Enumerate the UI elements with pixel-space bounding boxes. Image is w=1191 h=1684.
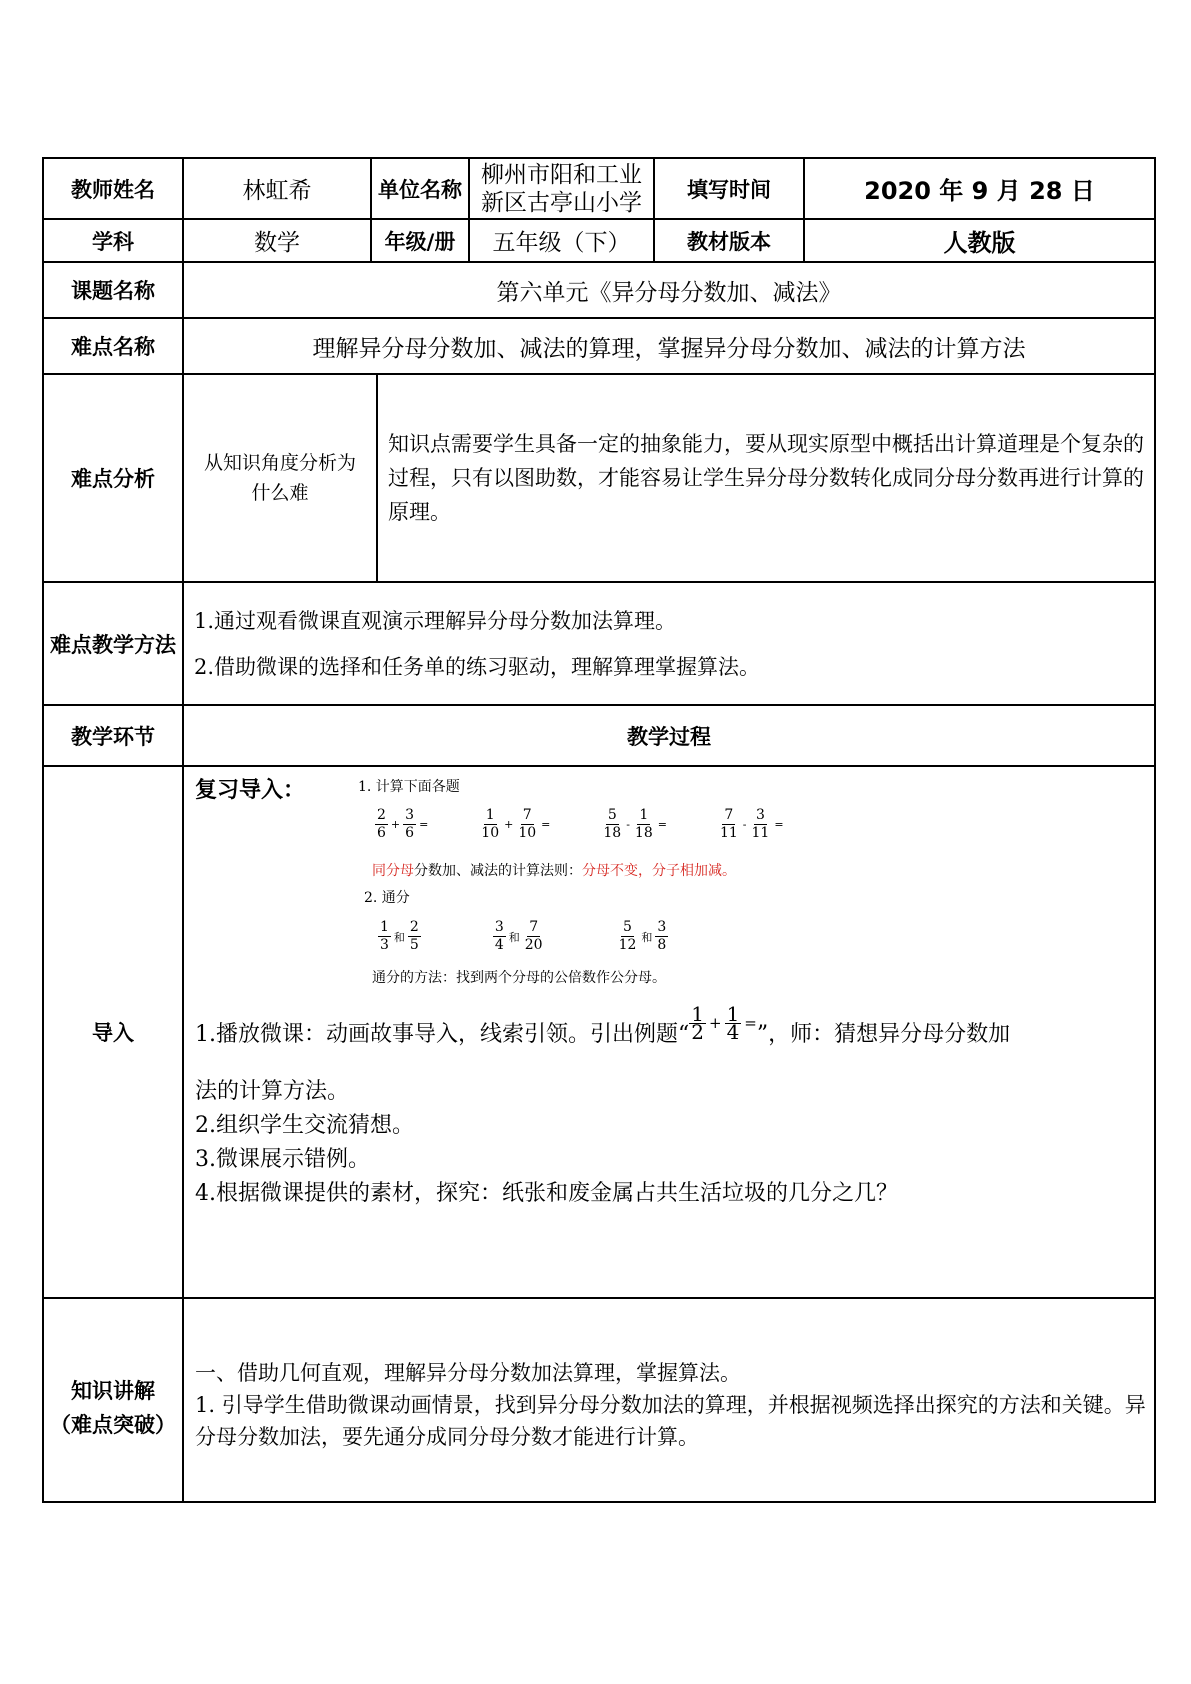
numerator: 3 <box>494 919 504 935</box>
denominator: 18 <box>634 825 653 841</box>
knowledge-label <box>43 1298 183 1502</box>
denominator: 11 <box>751 825 770 841</box>
teacher-label: 教师姓名 <box>43 158 183 219</box>
intro-content <box>183 766 1155 1298</box>
unit-value-line2: 新区古亭山小学 <box>481 189 642 216</box>
equals-sign: = <box>744 1014 757 1032</box>
step-4: 4.根据微课提供的素材，探究：纸张和废金属占共生活垃圾的几分之几？ <box>195 1181 898 1206</box>
topic-value: 第六单元《异分母分数加、减法》 <box>183 262 1155 318</box>
fraction <box>601 807 623 842</box>
fraction <box>633 807 655 842</box>
denominator: 10 <box>518 825 537 841</box>
denominator: 20 <box>524 937 543 953</box>
denominator: 3 <box>380 937 389 953</box>
q2-exercise <box>617 919 669 954</box>
date-label: 填写时间 <box>654 158 804 219</box>
fraction <box>617 919 639 954</box>
analysis-label: 难点分析 <box>43 374 183 582</box>
knowledge-label-line2: （难点突破） <box>50 1413 176 1437</box>
q2-title: 2. 通分 <box>364 890 410 906</box>
fraction <box>718 807 740 842</box>
numerator: 1 <box>380 919 389 935</box>
denominator: 8 <box>657 937 667 953</box>
denominator: 18 <box>603 825 622 841</box>
q1-exercise <box>375 807 431 842</box>
q1-exercises <box>375 807 787 842</box>
denominator: 12 <box>618 937 637 953</box>
numerator: 3 <box>755 807 765 823</box>
numerator: 3 <box>405 807 415 823</box>
date-value: 2020 年 9 月 28 日 <box>804 158 1155 219</box>
difficulty-label: 难点名称 <box>43 318 183 374</box>
numerator: 7 <box>724 807 734 823</box>
q2-exercise <box>378 919 421 954</box>
numerator: 2 <box>409 919 419 935</box>
unit-value-line1: 柳州市阳和工业 <box>481 161 642 188</box>
same-denominator-rule <box>372 860 736 880</box>
q1-exercise <box>718 807 787 842</box>
knowledge-content <box>183 1298 1155 1502</box>
analysis-sublabel: 从知识角度分析为什么难 <box>183 374 377 582</box>
operator: + <box>390 818 401 831</box>
equals-sign: = <box>774 818 784 831</box>
numerator: 1 <box>485 807 495 823</box>
q1-exercise <box>601 807 670 842</box>
q1-title: 1. 计算下面各题 <box>358 779 460 795</box>
step-1-continued: 法的计算方法。 <box>195 1079 350 1104</box>
fraction: $\frac{1}{4}$ <box>726 1001 740 1044</box>
knowledge-label-line1: 知识讲解 <box>71 1379 155 1403</box>
method-item: 1.通过观看微课直观演示理解异分母分数加法算理。 <box>194 608 677 633</box>
step-3: 3.微课展示错例。 <box>195 1147 370 1172</box>
denominator: 11 <box>719 825 738 841</box>
fraction <box>378 919 391 954</box>
equals-sign: = <box>541 818 551 831</box>
numerator: 3 <box>657 919 667 935</box>
denominator: 6 <box>377 825 386 841</box>
denominator: 5 <box>409 937 419 953</box>
fraction <box>408 919 421 954</box>
and-word: 和 <box>641 930 653 944</box>
subject-label: 学科 <box>43 219 183 262</box>
unit-label: 单位名称 <box>371 158 469 219</box>
plus-sign: + <box>708 1014 722 1032</box>
grade-label: 年级/册 <box>371 219 469 262</box>
common-denominator-method: 通分的方法：找到两个分母的公倍数作公分母。 <box>372 970 666 986</box>
denominator: 6 <box>405 825 415 841</box>
example-expression <box>689 1001 757 1044</box>
denominator: 10 <box>481 825 500 841</box>
methods-label: 难点教学方法 <box>43 582 183 705</box>
step-1 <box>195 1001 1146 1065</box>
process-title: 教学过程 <box>183 705 1155 766</box>
methods-list <box>183 582 1155 705</box>
intro-label: 导入 <box>43 766 183 1298</box>
fraction: $\frac{1}{2}$ <box>691 1001 704 1044</box>
edition-value: 人教版 <box>804 219 1155 262</box>
fraction <box>403 807 416 842</box>
step-1-text: 1.播放微课：动画故事导入，线索引领。引出例题“ <box>195 1022 690 1047</box>
topic-label: 课题名称 <box>43 262 183 318</box>
numerator: 5 <box>623 919 632 935</box>
equals-sign: = <box>657 818 667 831</box>
fraction <box>750 807 772 842</box>
fraction <box>375 807 388 842</box>
fraction <box>516 807 538 842</box>
and-word: 和 <box>393 930 405 944</box>
step-1-text-after: ”，师：猜想异分母分数加 <box>756 1022 1011 1047</box>
rule-red-part2: 分母不变，分子相加减。 <box>582 863 736 879</box>
fraction <box>493 919 506 954</box>
process-label: 教学环节 <box>43 705 183 766</box>
denominator: 4 <box>494 937 504 953</box>
step-2: 2.组织学生交流猜想。 <box>195 1113 414 1138</box>
fraction <box>655 919 668 954</box>
review-title: 复习导入： <box>195 778 306 803</box>
unit-value <box>469 158 654 219</box>
method-item: 2.借助微课的选择和任务单的练习驱动，理解算理掌握算法。 <box>194 654 761 679</box>
fraction <box>479 807 501 842</box>
rule-red-part1: 同分母 <box>372 863 414 879</box>
numerator: 7 <box>522 807 532 823</box>
intro-steps <box>195 1001 1146 1211</box>
numerator: 7 <box>529 919 539 935</box>
numerator: 1 <box>639 807 649 823</box>
analysis-text: 知识点需要学生具备一定的抽象能力，要从现实原型中概括出计算道理是个复杂的过程，只有以图助数，才能容易让学生异分母分数转化成同分母分数再进行计算的原理。 <box>377 374 1155 582</box>
knowledge-point-1: 一、借助几何直观，理解异分母分数加法算理，掌握算法。 <box>195 1361 741 1385</box>
fraction <box>523 919 545 954</box>
grade-value: 五年级（下） <box>469 219 654 262</box>
numerator: 2 <box>377 807 386 823</box>
rule-middle: 分数加、减法的计算法则： <box>414 863 582 879</box>
operator: - <box>626 818 630 831</box>
and-word: 和 <box>508 930 520 944</box>
edition-label: 教材版本 <box>654 219 804 262</box>
teacher-value: 林虹希 <box>183 158 371 219</box>
q2-exercise <box>493 919 545 954</box>
operator: - <box>742 818 747 831</box>
operator: + <box>504 818 514 831</box>
knowledge-point-2: 1. 引导学生借助微课动画情景，找到异分母分数加法的算理，并根据视频选择出探究的方法和关键。异分母分数加法，要先通分成同分母分数才能进行计算。 <box>195 1393 1146 1449</box>
subject-value: 数学 <box>183 219 371 262</box>
numerator: 5 <box>607 807 617 823</box>
lesson-plan-table <box>42 157 1156 1503</box>
q1-exercise <box>479 807 553 842</box>
q2-exercises <box>378 919 668 954</box>
difficulty-value: 理解异分母分数加、减法的算理，掌握异分母分数加、减法的计算方法 <box>183 318 1155 374</box>
equals-sign: = <box>419 818 429 831</box>
